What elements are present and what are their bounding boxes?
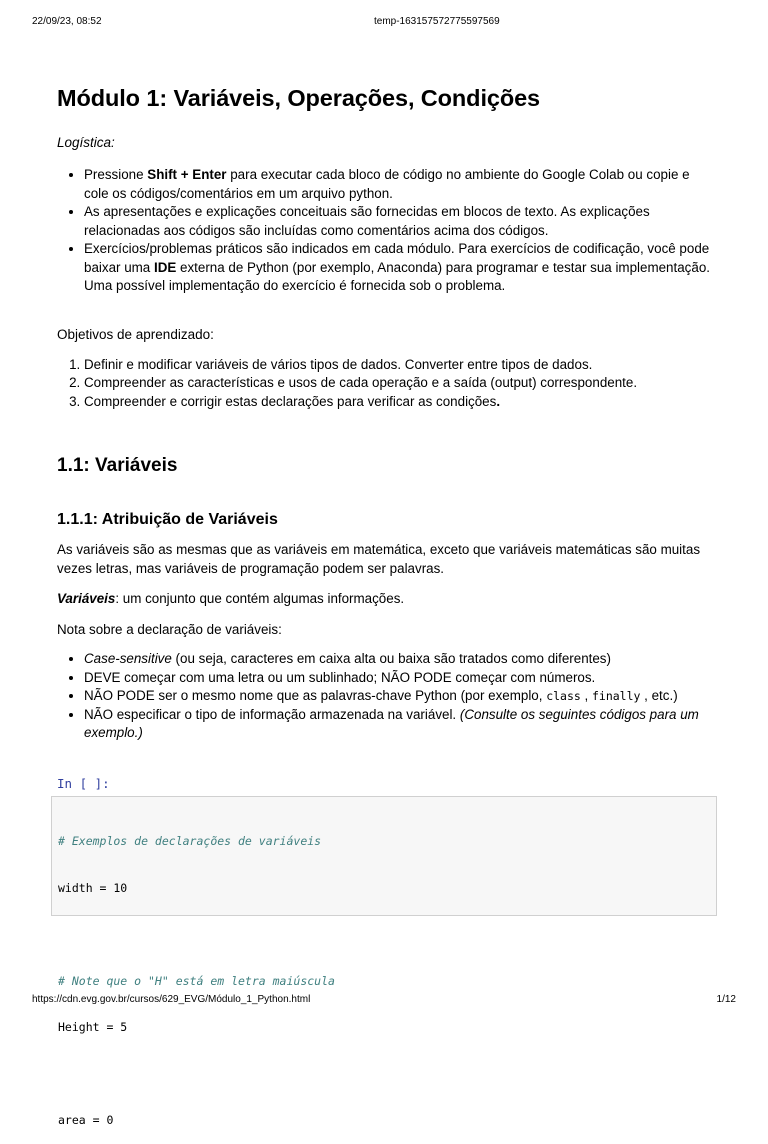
section-heading-1-1-1: 1.1.1: Atribuição de Variáveis	[57, 511, 278, 528]
list-item: • As apresentações e explicações conceituais são fornecidas em blocos de texto. As explicações relacionadas aos códigos são incluídas como comentários acima dos códigos.	[84, 203, 717, 240]
code-line	[58, 927, 710, 943]
code-line: width = 10	[58, 880, 128, 895]
page-number: 1/12	[716, 994, 736, 1005]
intro-paragraph: As variáveis são as mesmas que as variáveis em matemática, exceto que variáveis matemáticas são muitas vezes letras, mas variáveis de programação podem ser palavras.	[57, 542, 701, 576]
nota-list	[57, 650, 717, 743]
objetivos-label: Objetivos de aprendizado:	[57, 326, 214, 342]
code-cell-prompt: In [ ]:	[57, 776, 110, 791]
code-line: Height = 5	[58, 1020, 128, 1034]
objetivos-list	[57, 356, 717, 412]
code-line: area = 0	[58, 1113, 114, 1127]
print-datetime: 22/09/23, 08:52	[32, 16, 102, 27]
list-item: • Case-sensitive (ou seja, caracteres em caixa alta ou baixa são tratados como diferentes)	[84, 650, 717, 669]
nota-label: Nota sobre a declaração de variáveis:	[57, 621, 282, 637]
logistica-label: Logística:	[57, 135, 115, 150]
list-item: • Pressione Shift + Enter para executar cada bloco de código no ambiente do Google Colab ou copie e cole os códigos/comentários em um arquivo python.	[84, 166, 717, 203]
keyword-class: class	[546, 689, 581, 703]
definition-term: Variáveis	[57, 591, 116, 606]
page-title: Módulo 1: Variáveis, Operações, Condições	[57, 85, 541, 111]
print-doc-name: temp-163157572775597569	[374, 16, 500, 27]
list-item: • NÃO especificar o tipo de informação armazenada na variável. (Consulte os seguintes códigos para um exemplo.)	[84, 706, 717, 743]
code-line: # Note que o "H" está em letra maiúscula	[58, 973, 335, 988]
print-url: https://cdn.evg.gov.br/cursos/629_EVG/Módulo_1_Python.html	[32, 994, 311, 1005]
list-item: • NÃO PODE ser o mesmo nome que as palavras-chave Python (por exemplo, class , finally , etc.)	[84, 687, 717, 706]
notebook-content	[57, 82, 717, 743]
list-item: 2. Compreender as características e usos de cada operação e a saída (output) correspondente.	[84, 374, 717, 393]
list-item: 1. Definir e modificar variáveis de vários tipos de dados. Converter entre tipos de dados.	[84, 356, 717, 375]
code-line	[58, 1067, 710, 1083]
code-line: # Exemplos de declarações de variáveis	[58, 834, 322, 848]
keyword-finally: finally	[591, 689, 641, 703]
definition-paragraph: Variáveis: um conjunto que contém algumas informações.	[57, 591, 405, 606]
list-item: • Exercícios/problemas práticos são indicados em cada módulo. Para exercícios de codificação, você pode baixar uma IDE externa de Python (por exemplo, Anaconda) para programar e testar sua implementação. Uma possível implementação do exercício é fornecida sob o problema.	[84, 240, 717, 296]
list-item: 3. Compreender e corrigir estas declarações para verificar as condições.	[84, 393, 717, 412]
logistica-list	[57, 166, 717, 296]
list-item: • DEVE começar com uma letra ou um sublinhado; NÃO PODE começar com números.	[84, 669, 717, 688]
section-heading-1-1: 1.1: Variáveis	[57, 455, 178, 476]
